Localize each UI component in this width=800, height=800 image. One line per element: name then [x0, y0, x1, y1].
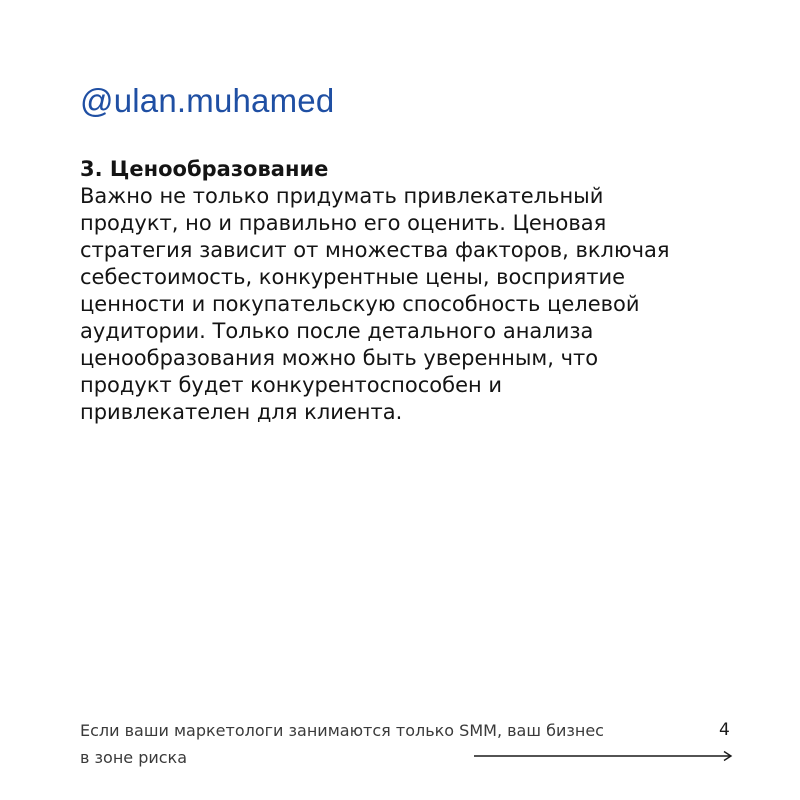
footer-line: Если ваши маркетологи занимаются только SMM, ваш бизнес: [80, 721, 604, 740]
page-number: 4: [719, 720, 730, 740]
body-line: ценообразования можно быть уверенным, что: [80, 346, 599, 370]
body-line: привлекателен для клиента.: [80, 400, 403, 424]
section-title: 3. Ценообразование: [80, 157, 329, 181]
footer-line: в зоне риска: [80, 748, 188, 767]
arrow-right-icon[interactable]: [474, 749, 734, 763]
body-line: ценности и покупательскую способность целевой: [80, 292, 640, 316]
body-line: продукт будет конкурентоспособен и: [80, 373, 503, 397]
body-line: продукт, но и правильно его оценить. Ценовая: [80, 211, 607, 235]
body-line: стратегия зависит от множества факторов, включая: [80, 238, 670, 262]
body-line: себестоимость, конкурентные цены, восприятие: [80, 265, 626, 289]
author-handle: @ulan.muhamed: [80, 82, 335, 119]
body-line: аудитории. Только после детального анализа: [80, 319, 594, 343]
section-content: [80, 156, 730, 426]
body-line: Важно не только придумать привлекательный: [80, 184, 604, 208]
